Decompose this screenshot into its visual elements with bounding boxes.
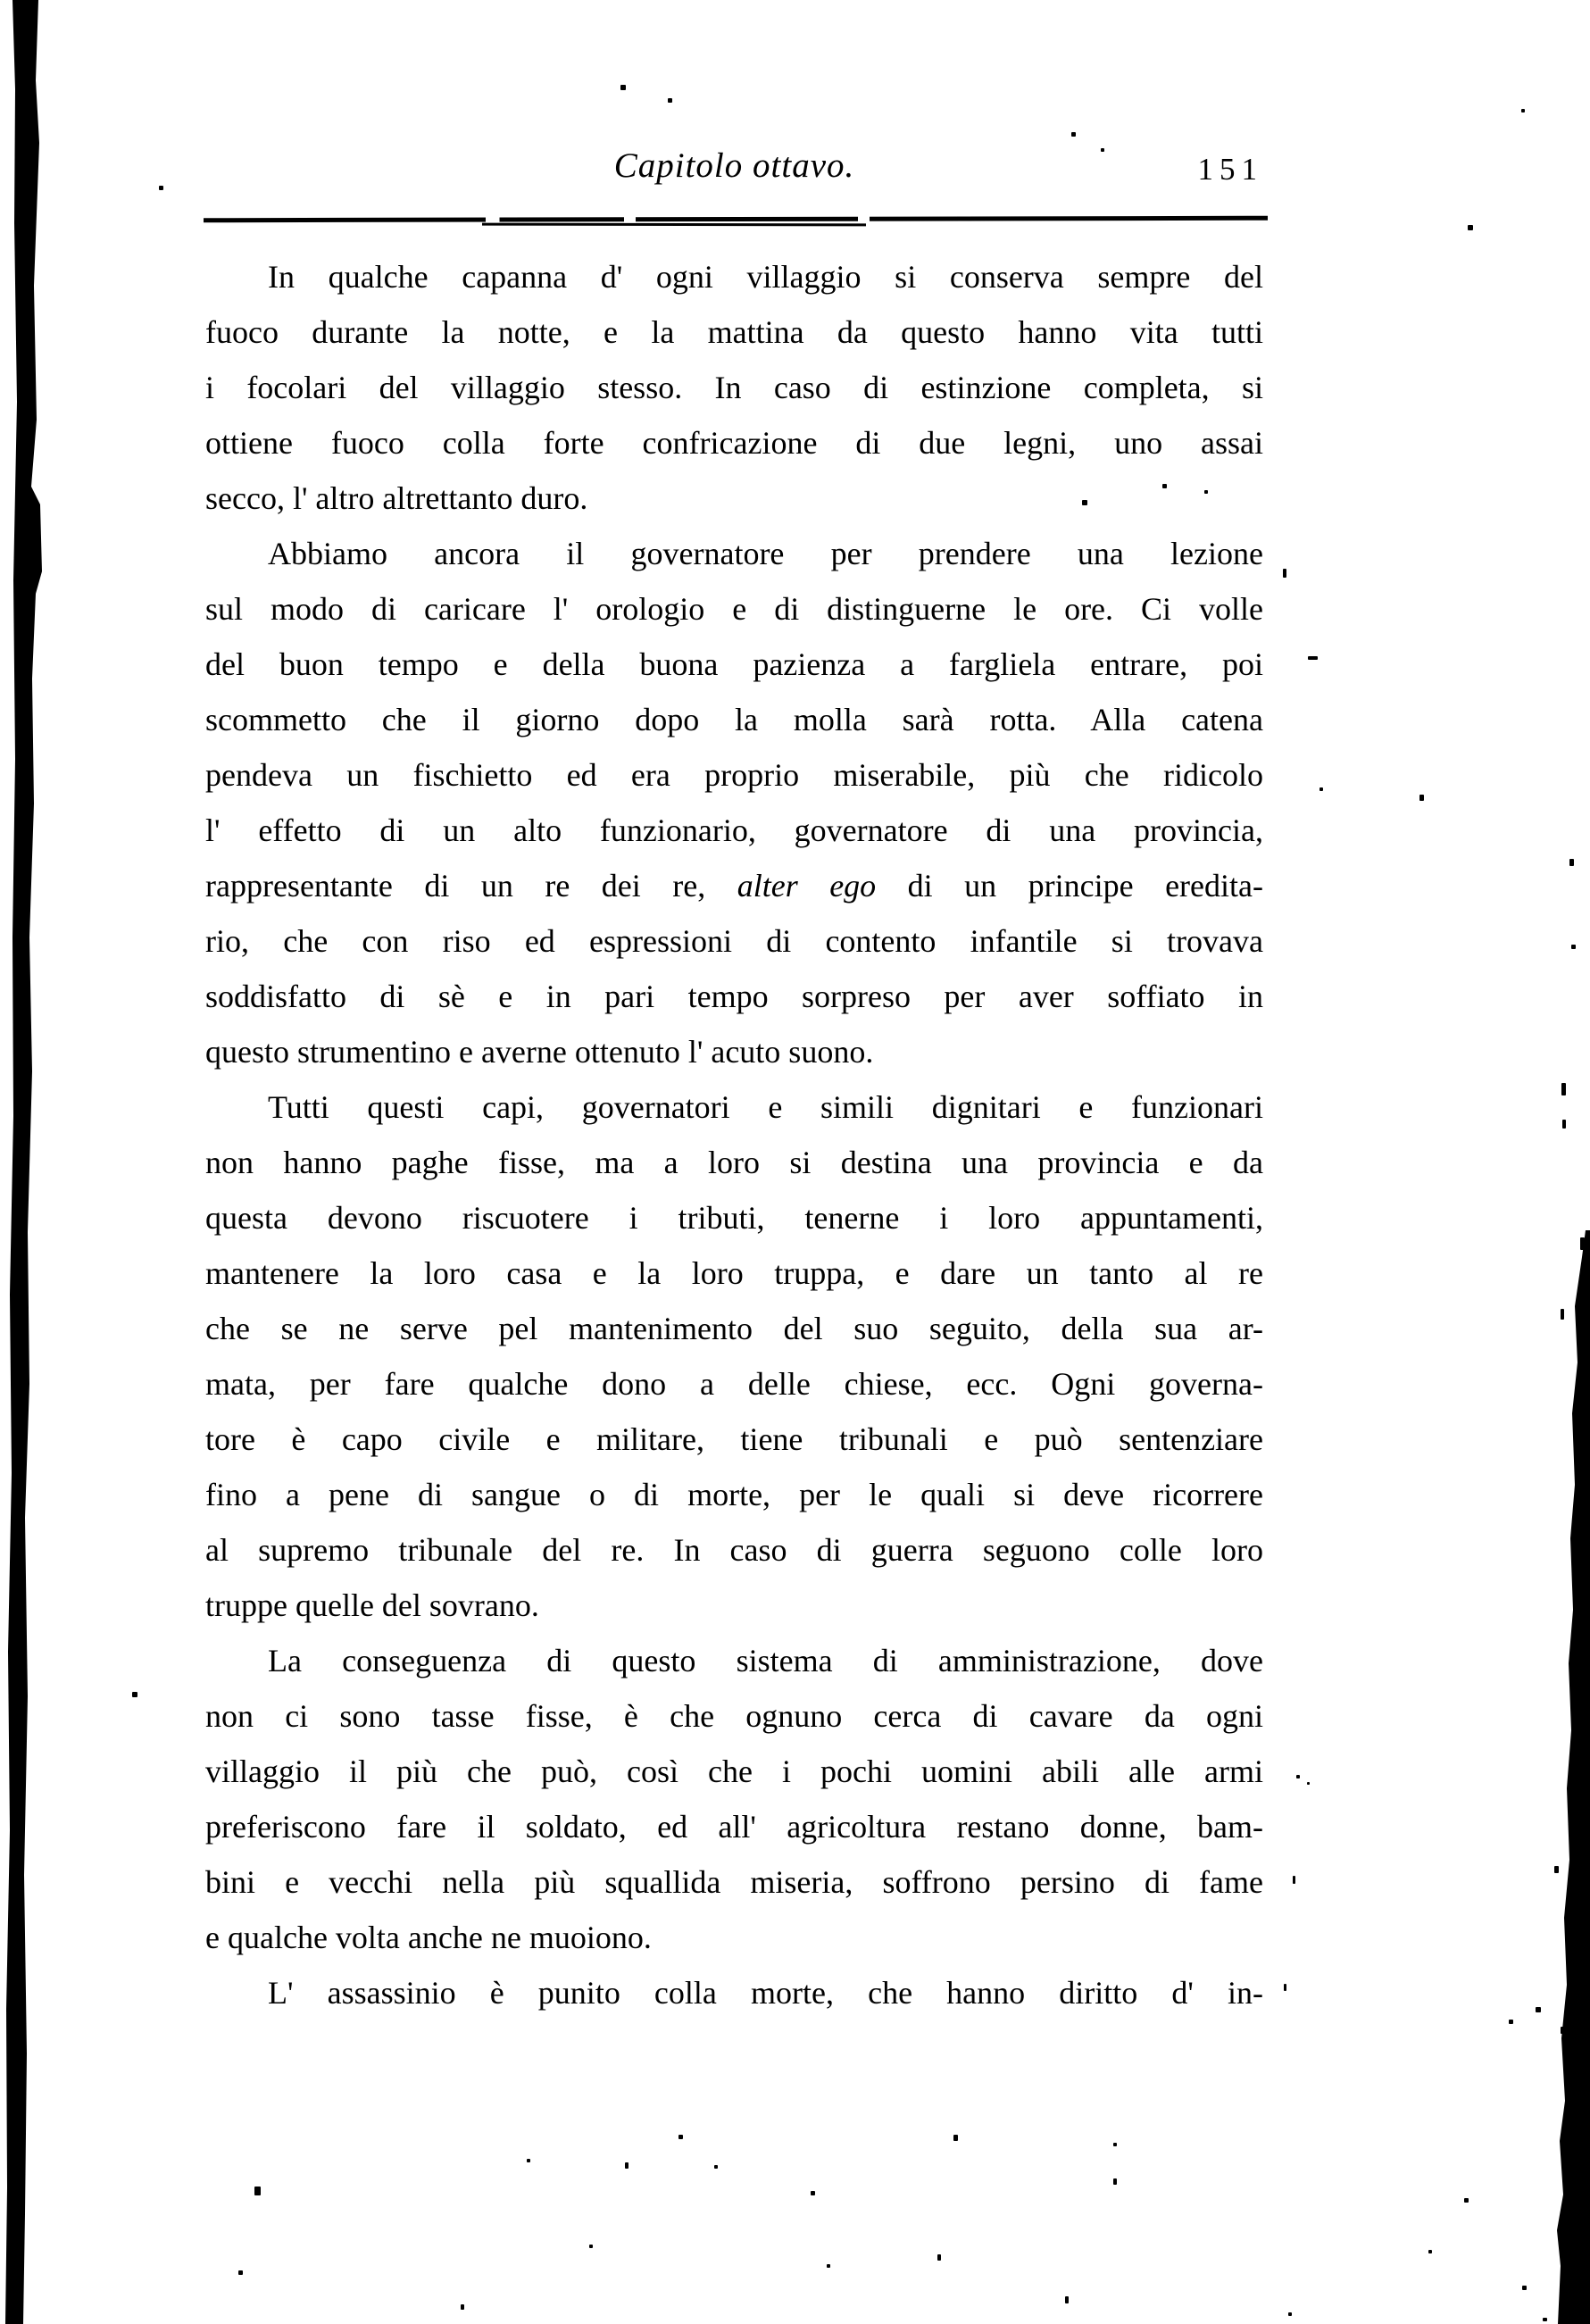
scan-speck [1065,2296,1069,2303]
text-line [205,1079,1263,1135]
scan-speck [678,2135,683,2139]
text-segment: preferiscono fare il soldato, ed all' agricoltura restano donne, bam- [205,1809,1263,1845]
scan-speck [1113,2143,1117,2146]
scan-speck [625,2162,629,2169]
text-segment: mantenere la loro casa e la loro truppa, e dare un tanto al re [205,1255,1263,1291]
scan-speck [1554,1866,1559,1873]
text-segment: In qualche capanna d' ogni villaggio si conserva sempre del [268,259,1263,295]
scan-edge-artifact-right [1549,1230,1590,2324]
text-segment: questo strumentino e averne ottenuto l' acuto suono. [205,1034,874,1070]
scan-speck [1293,1876,1295,1884]
text-segment: rappresentante di un re dei re, [205,868,737,904]
header-rule-fragment [482,223,866,227]
text-line [205,969,1263,1024]
scan-speck [1283,569,1286,578]
text-line [205,1965,1263,2020]
text-line [205,858,1263,913]
text-line [205,1522,1263,1578]
text-line [205,1744,1263,1799]
page-number: 151 [1197,152,1263,187]
body-paragraph [205,1965,1263,2020]
text-segment: mata, per fare qualche dono a delle chiese, ecc. Ogni governa- [205,1366,1263,1402]
scan-speck [461,2304,464,2310]
text-segment: sul modo di caricare l' orologio e di distinguerne le ore. Ci volle [205,591,1263,627]
scan-speck [1536,2007,1541,2012]
scan-speck [254,2187,261,2195]
text-line [205,471,1263,526]
scan-speck [238,2270,243,2275]
scan-speck [620,85,626,90]
text-segment: bini e vecchi nella più squallida miseria, soffrono persino di fame [205,1864,1263,1900]
scan-speck [1580,1237,1585,1250]
text-segment: al supremo tribunale del re. In caso di guerra seguono colle loro [205,1532,1263,1568]
scan-speck [1319,787,1323,791]
text-line [205,581,1263,637]
text-segment: La conseguenza di questo sistema di amministrazione, dove [268,1643,1263,1678]
text-line [205,1412,1263,1467]
scan-speck [1308,656,1318,660]
text-line [205,1356,1263,1412]
scan-speck [1296,1775,1300,1778]
text-segment: L' assassinio è punito colla morte, che hanno diritto d' in- [268,1975,1263,2011]
text-segment: i focolari del villaggio stesso. In caso di estinzione completa, si [205,370,1263,405]
text-line [205,1024,1263,1079]
scan-speck [1569,859,1574,866]
text-segment: soddisfatto di sè e in pari tempo sorpreso per aver soffiato in [205,979,1263,1014]
header-rule [204,216,1268,222]
text-line [205,692,1263,747]
text-segment: e qualche volta anche ne muoiono. [205,1920,652,1955]
text-segment: del buon tempo e della buona pazienza a fargliela entrare, poi [205,646,1263,682]
scan-speck [1571,945,1576,949]
scan-speck [132,1692,137,1697]
text-segment: secco, l' altro altrettanto duro. [205,480,588,516]
scan-speck [827,2264,830,2268]
text-line [205,360,1263,415]
text-line [205,803,1263,858]
text-line [205,1190,1263,1245]
scan-speck [668,98,672,103]
text-segment: truppe quelle del sovrano. [205,1587,539,1623]
body-paragraph [205,249,1263,526]
scan-speck [1522,2286,1527,2290]
text-line [205,304,1263,360]
scan-speck [1509,2020,1513,2024]
scan-speck [1204,490,1208,494]
text-line [205,913,1263,969]
body-paragraph [205,1633,1263,1965]
text-segment: scommetto che il giorno dopo la molla sarà rotta. Alla catena [205,702,1263,737]
scan-speck [1561,1083,1566,1095]
text-segment: rio, che con riso ed espressioni di contento infantile si trovava [205,923,1263,959]
text-line [205,1854,1263,1910]
scan-speck [1464,2198,1469,2203]
text-segment: pendeva un fischietto ed era proprio miserabile, più che ridicolo [205,757,1263,793]
scan-speck [527,2159,530,2162]
scan-speck [1562,1120,1566,1129]
text-segment: non ci sono tasse fisse, è che ognuno cerca di cavare da ogni [205,1698,1263,1734]
text-segment: villaggio il più che può, così che i pochi uomini abili alle armi [205,1753,1263,1789]
text-segment: ottiene fuoco colla forte confricazione di due legni, uno assai [205,425,1263,461]
scan-speck [1071,132,1076,137]
body-paragraph [205,526,1263,1079]
scan-speck [1113,2178,1117,2185]
text-line [205,1245,1263,1301]
scan-speck [1307,1782,1310,1785]
scan-speck [1284,1984,1286,1991]
scan-speck [1561,2027,1564,2034]
text-line [205,1688,1263,1744]
text-segment: di un principe eredita- [876,868,1263,904]
text-line [205,637,1263,692]
text-segment: tore è capo civile e militare, tiene tribunali e può sentenziare [205,1421,1263,1457]
text-segment: fuoco durante la notte, e la mattina da questo hanno vita tutti [205,314,1263,350]
scan-speck [1543,2318,1547,2321]
scan-speck [811,2191,815,2195]
scan-speck [159,186,163,190]
text-line [205,1467,1263,1522]
text-line [205,1799,1263,1854]
scan-speck [937,2254,941,2261]
text-line [205,1578,1263,1633]
body-paragraph [205,1079,1263,1633]
scan-edge-artifact-left [0,0,46,2324]
scan-speck [714,2165,718,2169]
scan-speck [1468,225,1473,230]
scan-speck [1419,795,1424,801]
text-line [205,747,1263,803]
text-line [205,1633,1263,1688]
scan-speck [1521,109,1525,112]
text-segment: che se ne serve pel mantenimento del suo seguito, della sua ar- [205,1311,1263,1346]
text-segment: fino a pene di sangue o di morte, per le quali si deve ricorrere [205,1477,1263,1512]
text-segment: l' effetto di un alto funzionario, governatore di una provincia, [205,812,1263,848]
scan-speck [1162,484,1167,488]
scan-speck [589,2245,593,2248]
text-segment: non hanno paghe fisse, ma a loro si destina una provincia e da [205,1145,1263,1180]
text-segment: Tutti questi capi, governatori e simili dignitari e funzionari [268,1089,1263,1125]
scan-speck [1288,2312,1292,2316]
text-line [205,1910,1263,1965]
scan-speck [1101,148,1104,152]
running-header-chapter-title: Capitolo ottavo. [613,146,855,185]
scan-speck [1561,1309,1564,1320]
text-line [205,249,1263,304]
text-line [205,415,1263,471]
text-segment: Abbiamo ancora il governatore per prendere una lezione [268,536,1263,571]
text-line [205,1135,1263,1190]
text-segment: questa devono riscuotere i tributi, tenerne i loro appuntamenti, [205,1200,1263,1236]
scan-speck [1428,2250,1432,2253]
scan-speck [953,2135,958,2141]
italic-text-segment: alter ego [737,868,877,904]
text-line [205,526,1263,581]
text-body [205,249,1263,2020]
scan-speck [1082,500,1087,505]
text-line [205,1301,1263,1356]
